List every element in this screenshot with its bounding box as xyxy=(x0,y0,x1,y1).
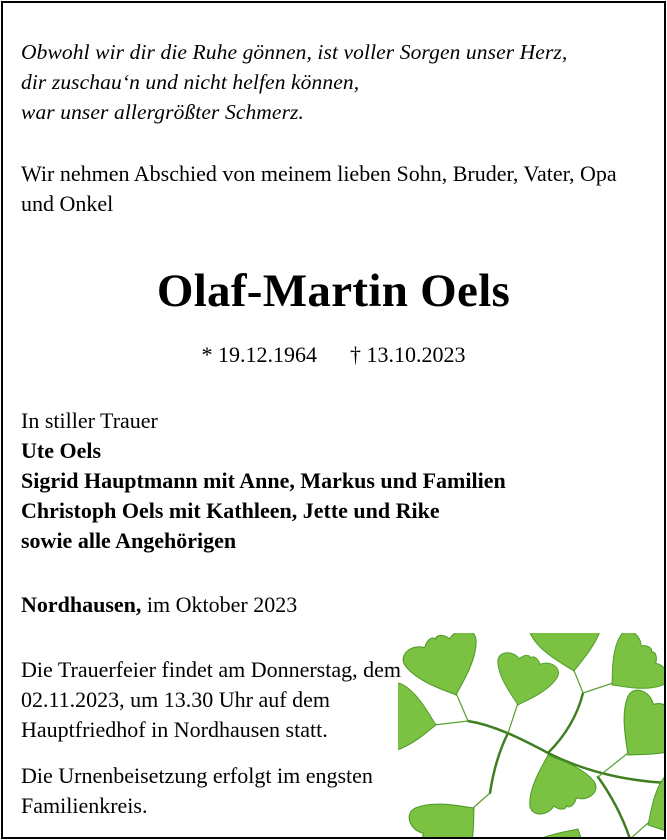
place-date: im Oktober 2023 xyxy=(146,592,298,617)
obituary-notice xyxy=(1,1,666,839)
death-date: † 13.10.2023 xyxy=(350,342,466,367)
poem-line-2: dir zuschau‘n und nicht helfen können, xyxy=(21,70,360,94)
poem-line-3: war unser allergrößter Schmerz. xyxy=(21,100,304,124)
mourners-intro: In stiller Trauer xyxy=(21,408,158,433)
poem xyxy=(21,37,567,127)
deceased-name: Olaf-Martin Oels xyxy=(156,265,511,317)
mourner-name: Ute Oels xyxy=(21,438,102,463)
poem-line-1: Obwohl wir dir die Ruhe gönnen, ist voller Sorgen unser Herz, xyxy=(21,40,568,64)
ginkgo-branch-icon xyxy=(398,633,666,839)
ceremony-info: Die Trauerfeier findet am Donnerstag, dem 02.11.2023, um 13.30 Uhr auf dem Hauptfriedhof in Nordhausen statt. xyxy=(21,657,401,742)
life-dates xyxy=(3,340,664,370)
mourners-block xyxy=(21,406,506,556)
urn-burial-info: Die Urnenbeisetzung erfolgt im engsten Familienkreis. xyxy=(21,763,373,818)
place-city: Nordhausen, xyxy=(21,592,142,617)
mourner-name: Sigrid Hauptmann mit Anne, Markus und Familien xyxy=(21,468,506,493)
birth-date: * 19.12.1964 xyxy=(201,342,317,367)
mourner-name: Christoph Oels mit Kathleen, Jette und Rike xyxy=(21,498,440,523)
place-and-date xyxy=(21,590,297,620)
mourner-name: sowie alle Angehörigen xyxy=(21,528,237,553)
farewell-intro: Wir nehmen Abschied von meinem lieben Sohn, Bruder, Vater, Opa und Onkel xyxy=(21,161,617,216)
